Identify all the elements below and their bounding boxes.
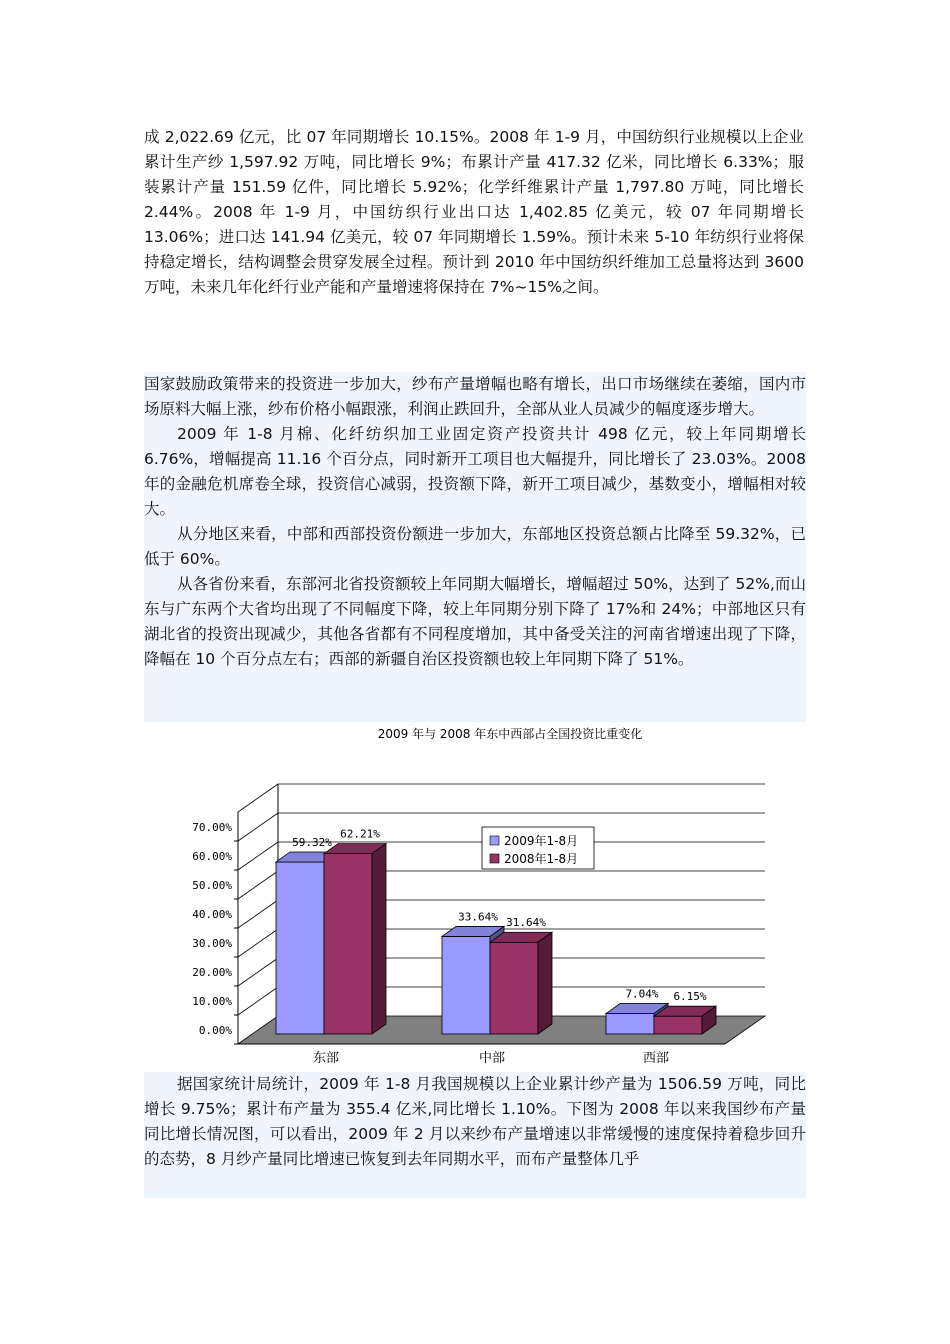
section-paragraph-2: 2009 年 1-8 月棉、化纤纺织加工业固定资产投资共计 498 亿元，较上年同期增长 6.76%，增幅提高 11.16 个百分点，同时新开工项目也大幅提升，同比增长了 23.03%。2008 年的金融危机席卷全球，投资信心减弱，投资额下降，新开工项目减少，基数变小，增幅相对较大。 bbox=[144, 425, 806, 518]
data-label: 33.64% bbox=[458, 910, 498, 924]
data-label: 59.32% bbox=[292, 835, 332, 849]
x-category-label: 西部 bbox=[642, 1051, 670, 1066]
production-paragraph: 据国家统计局统计，2009 年 1-8 月我国规模以上企业累计纱产量为 1506.59 万吨，同比增长 9.75%；累计布产量为 355.4 亿米,同比增长 1.10%。下图为 2008 年以来我国纱布产量同比增长情况图，可以看出，2009 年 2 月以来纱布产量增速以非常缓慢的速度保持着稳步回升的态势，8 月纱产量同比增速已恢复到去年同期水平，而布产量整体几乎 bbox=[144, 1075, 806, 1168]
grid-line-side bbox=[238, 842, 278, 870]
x-category-label: 东部 bbox=[312, 1051, 340, 1066]
chart-legend bbox=[482, 827, 594, 869]
y-tick-label: 30.00% bbox=[192, 937, 232, 950]
y-tick-label: 10.00% bbox=[192, 995, 232, 1008]
data-label: 62.21% bbox=[340, 827, 380, 841]
grid-line-side bbox=[238, 871, 278, 899]
bar bbox=[490, 942, 538, 1034]
y-tick-label: 60.00% bbox=[192, 850, 232, 863]
bar bbox=[442, 936, 490, 1034]
legend-label: 2009年1-8月 bbox=[504, 834, 579, 848]
legend-swatch bbox=[490, 836, 499, 845]
x-category-label: 中部 bbox=[478, 1051, 506, 1066]
legend-label: 2008年1-8月 bbox=[504, 852, 579, 866]
section-paragraph-1: 国家鼓励政策带来的投资进一步加大，纱布产量增幅也略有增长，出口市场继续在萎缩，国内市场原料大幅上涨，纱布价格小幅跟涨，利润止跌回升，全部从业人员减少的幅度逐步增大。 bbox=[144, 375, 806, 418]
investment-section bbox=[144, 372, 806, 722]
y-tick-label: 20.00% bbox=[192, 966, 232, 979]
y-tick-label: 40.00% bbox=[192, 908, 232, 921]
investment-share-chart bbox=[192, 722, 790, 1072]
production-section bbox=[144, 1072, 806, 1198]
intro-paragraph: 成 2,022.69 亿元，比 07 年同期增长 10.15%。2008 年 1-9 月，中国纺织行业规模以上企业累计生产纱 1,597.92 万吨，同比增长 9%；布累计产量 417.32 亿米，同比增长 6.33%；服装累计产量 151.59 亿件，同比增长 5.92%；化学纤维累计产量 1,797.80 万吨，同比增长 2.44%。2008 年 1-9 月，中国纺织行业出口达 1,402.85 亿美元，较 07 年同期增长 13.06%；进口达 141.94 亿美元，较 07 年同期增长 1.59%。预计未来 5-10 年纺织行业将保持稳定增长，结构调整会贯穿发展全过程。预计到 2010 年中国纺织纤维加工总量将达到 3600 万吨，未来几年化纤行业产能和产量增速将保持在 7%~15%之间。 bbox=[144, 128, 804, 296]
y-tick-label: 0.00% bbox=[198, 1024, 232, 1037]
data-label: 6.15% bbox=[673, 990, 707, 1004]
bar bbox=[654, 1016, 702, 1034]
legend-swatch bbox=[490, 854, 499, 863]
y-tick-label: 50.00% bbox=[192, 879, 232, 892]
grid-line-side bbox=[238, 784, 278, 812]
y-tick-label: 70.00% bbox=[192, 821, 232, 834]
bar bbox=[324, 854, 372, 1034]
section-paragraph-3: 从分地区来看，中部和西部投资份额进一步加大，东部地区投资总额占比降至 59.32%，已低于 60%。 bbox=[144, 525, 806, 568]
data-label: 7.04% bbox=[625, 987, 659, 1001]
chart-y-axis bbox=[192, 821, 238, 1044]
bar bbox=[276, 862, 324, 1034]
data-label: 31.64% bbox=[506, 916, 546, 930]
grid-line-side bbox=[238, 987, 278, 1015]
grid-line-side bbox=[238, 958, 278, 986]
chart-bars bbox=[276, 844, 716, 1034]
bar-side bbox=[538, 932, 552, 1034]
grid-line-side bbox=[238, 813, 278, 841]
chart-title: 2009 年与 2008 年东中西部占全国投资比重变化 bbox=[377, 727, 643, 741]
grid-line-side bbox=[238, 900, 278, 928]
grid-line-side bbox=[238, 929, 278, 957]
chart-x-axis bbox=[313, 1050, 669, 1066]
bar bbox=[606, 1014, 654, 1034]
section-paragraph-4: 从各省份来看，东部河北省投资额较上年同期大幅增长，增幅超过 50%，达到了 52%,而山东与广东两个大省均出现了不同幅度下降，较上年同期分别下降了 17%和 24%；中部地区只有湖北省的投资出现减少，其他各省都有不同程度增加，其中备受关注的河南省增速出现了下降，降幅在 10 个百分点左右；西部的新疆自治区投资额也较上年同期下降了 51%。 bbox=[144, 575, 806, 668]
bar-side bbox=[372, 844, 386, 1034]
